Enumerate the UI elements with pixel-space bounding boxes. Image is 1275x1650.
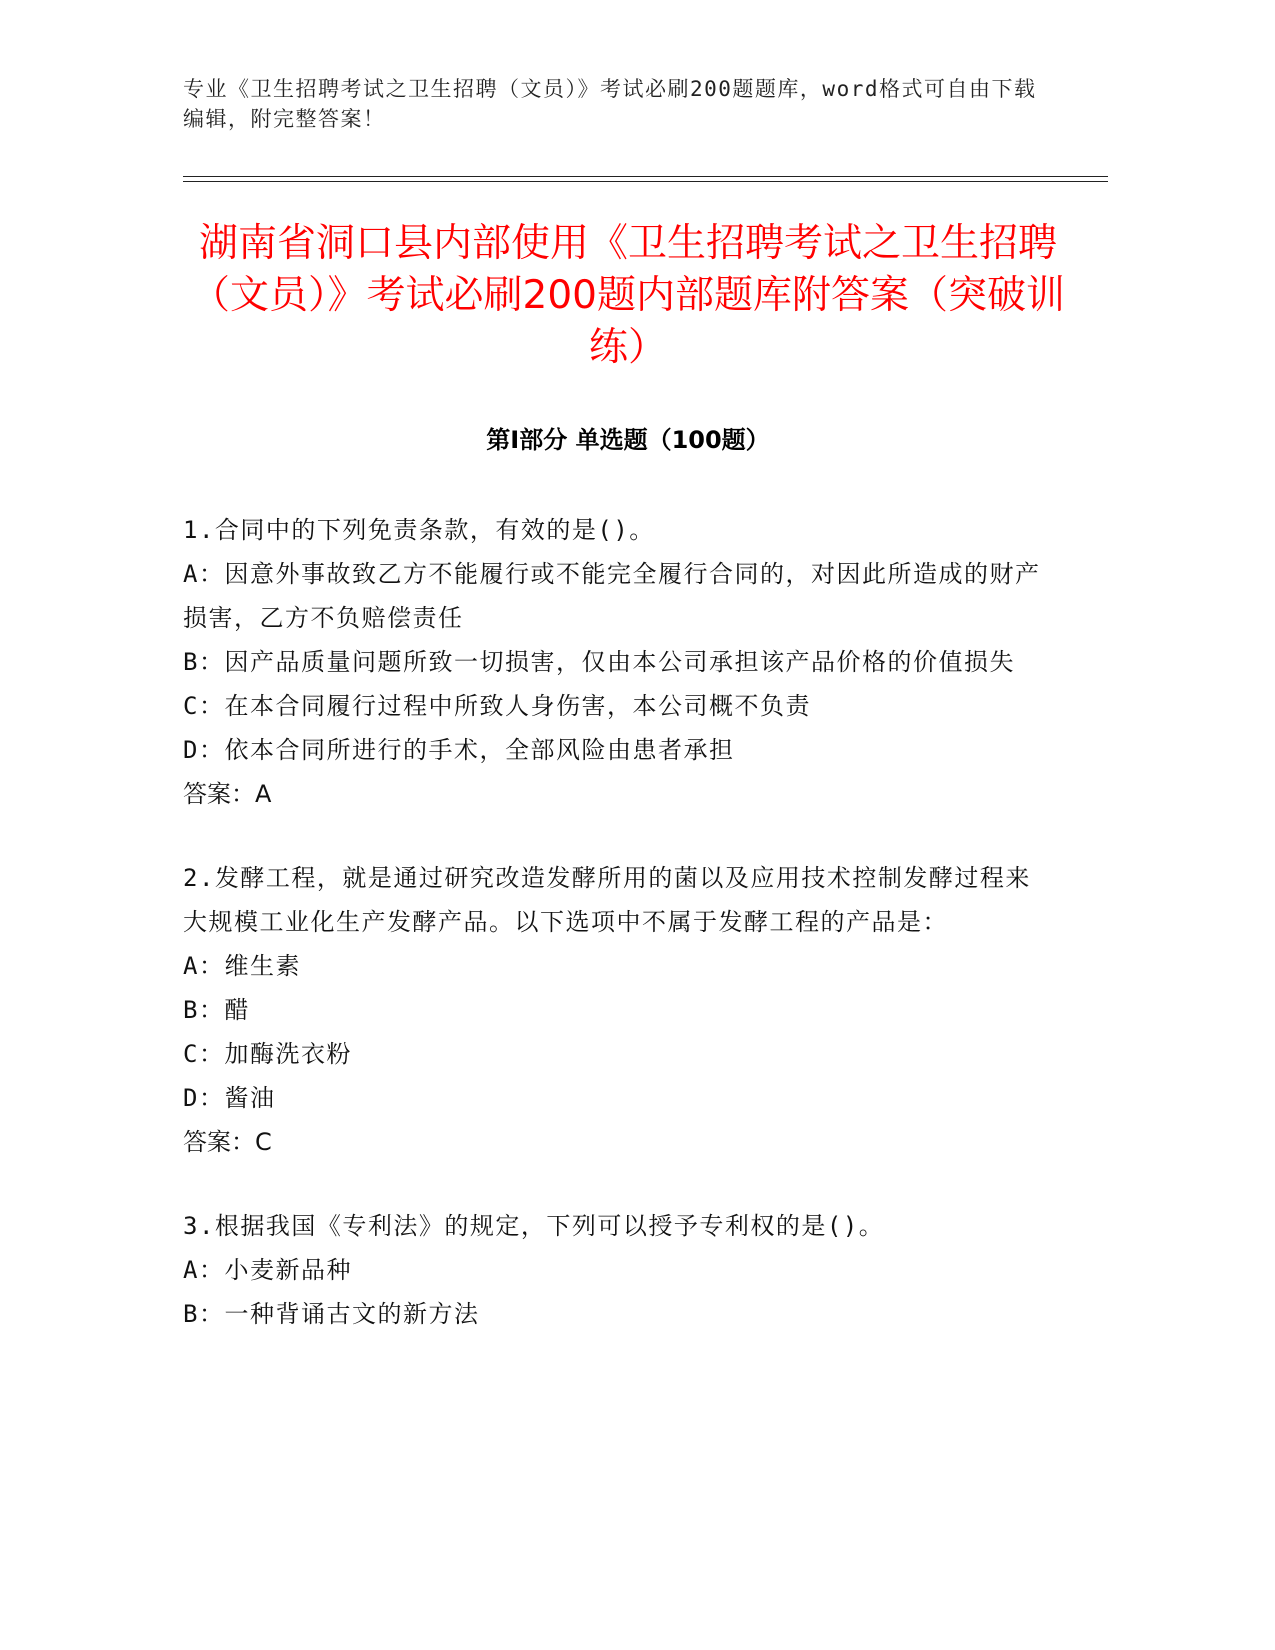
header-divider-bottom <box>183 181 1108 182</box>
option-d: D：酱油 <box>183 1084 276 1112</box>
section-title: 第Ⅰ部分 单选题（100题） <box>486 426 770 454</box>
header-note: 专业《卫生招聘考试之卫生招聘（文员）》考试必刷200题题库，word格式可自由下载编辑，附完整答案！ <box>183 77 1037 131</box>
option-a: A：因意外事故致乙方不能履行或不能完全履行合同的，对因此所造成的财产损害，乙方不负赔偿责任 <box>183 560 1041 632</box>
question-stem: 2.发酵工程，就是通过研究改造发酵所用的菌以及应用技术控制发酵过程来大规模工业化生产发酵产品。以下选项中不属于发酵工程的产品是： <box>183 864 1031 936</box>
option-a: A：维生素 <box>183 952 301 980</box>
question-list <box>183 508 1043 1376</box>
option-b: B：一种背诵古文的新方法 <box>183 1300 480 1328</box>
answer: 答案：A <box>183 780 272 808</box>
question-stem: 3.根据我国《专利法》的规定，下列可以授予专利权的是()。 <box>183 1212 885 1240</box>
question-2 <box>183 856 1043 1164</box>
question-1 <box>183 508 1043 816</box>
document-title: 湖南省洞口县内部使用《卫生招聘考试之卫生招聘（文员）》考试必刷200题内部题库附答案（突破训练） <box>191 221 1065 370</box>
header-divider-top <box>183 176 1108 177</box>
question-3 <box>183 1204 1043 1336</box>
question-stem: 1.合同中的下列免责条款，有效的是()。 <box>183 516 655 544</box>
option-b: B：醋 <box>183 996 250 1024</box>
option-c: C：加酶洗衣粉 <box>183 1040 352 1068</box>
answer: 答案：C <box>183 1128 272 1156</box>
option-d: D：依本合同所进行的手术，全部风险由患者承担 <box>183 736 735 764</box>
option-a: A：小麦新品种 <box>183 1256 352 1284</box>
option-b: B：因产品质量问题所致一切损害，仅由本公司承担该产品价格的价值损失 <box>183 648 1015 676</box>
option-c: C：在本合同履行过程中所致人身伤害，本公司概不负责 <box>183 692 811 720</box>
